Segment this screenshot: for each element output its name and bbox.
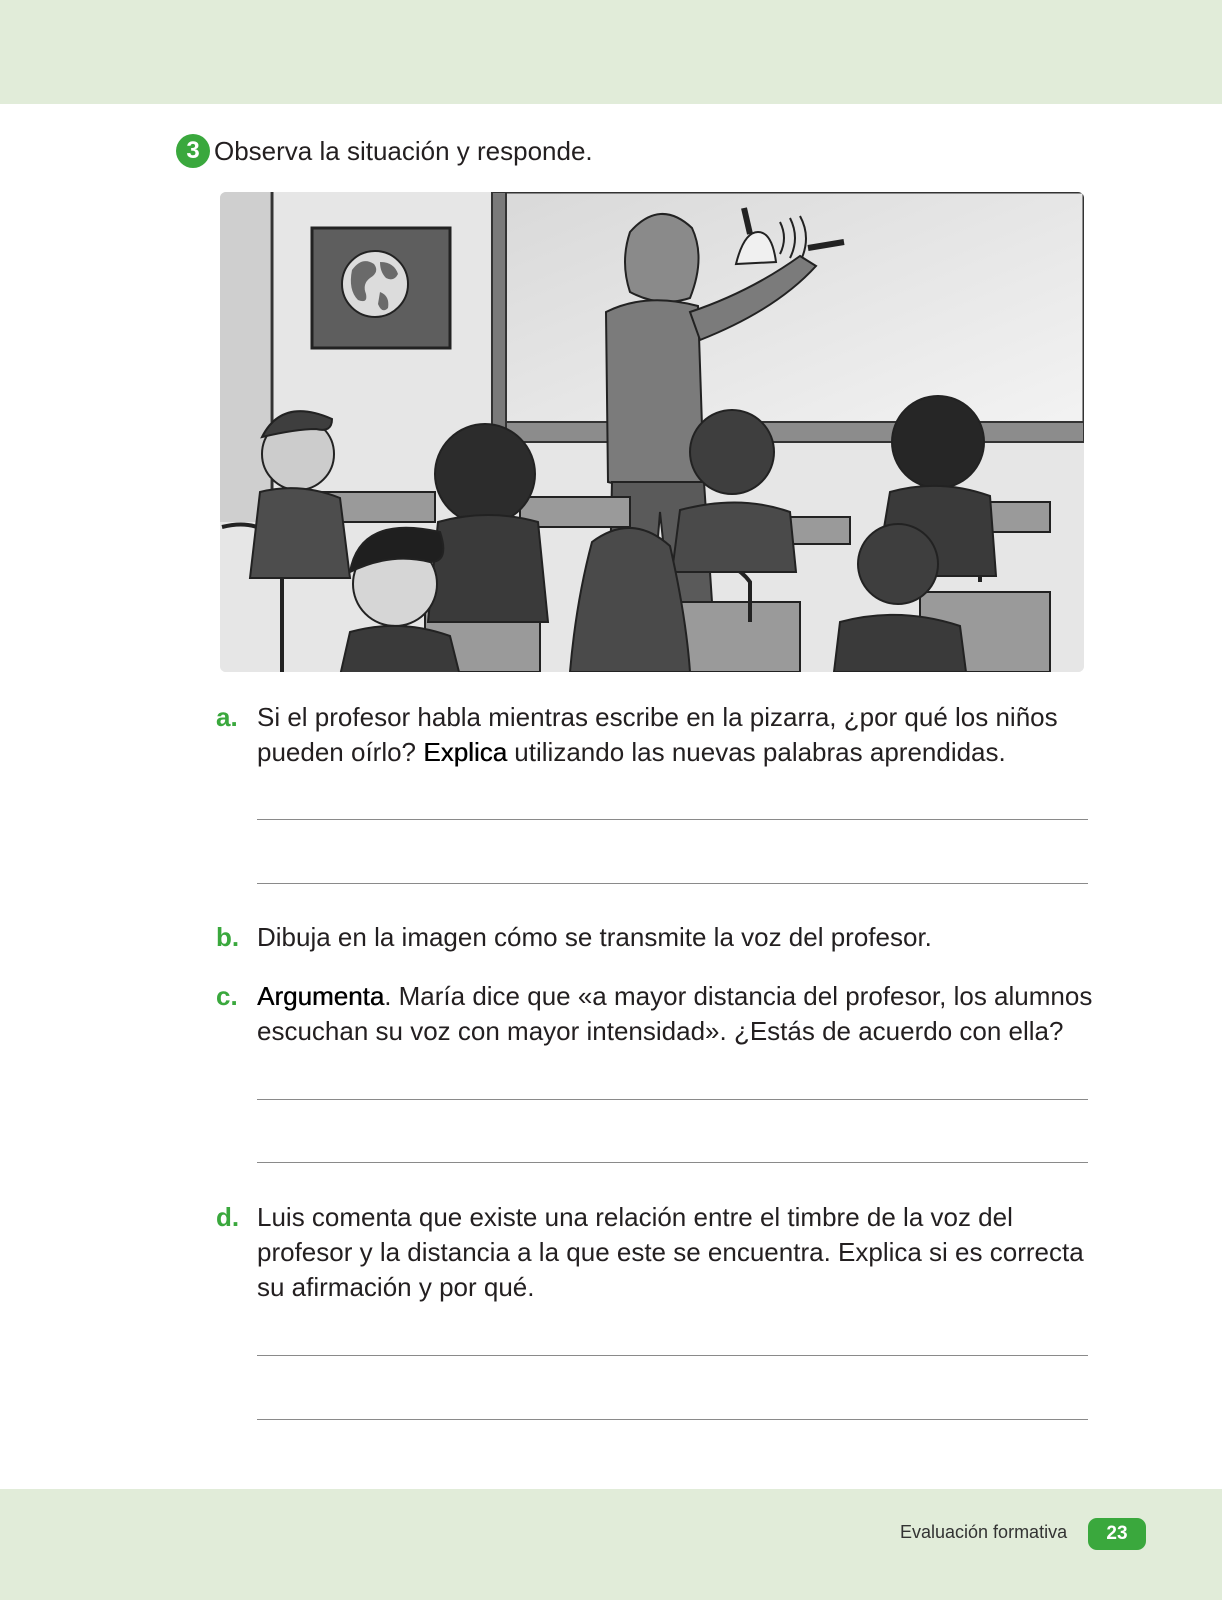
question-text: Luis comenta que existe una relación entre el timbre de la voz del profesor y la distancia a la que este se encuentra. Explica si es correcta su afirmación y por qué. [257,1202,1084,1302]
answer-line[interactable] [257,819,1088,820]
question-text-part: . María dice que «a mayor distancia del profesor, los alumnos escuchan su voz con mayor intensidad». ¿Estás de acuerdo con ella? [257,981,1093,1046]
question-text-part: utilizando las nuevas palabras aprendidas. [507,737,1006,767]
classroom-drawing [220,192,1084,672]
question-letter: a. [216,702,238,732]
classroom-illustration [220,192,1084,672]
globe-poster [312,228,450,348]
question-c [216,979,1096,1049]
keyword-argumenta: Argumenta [257,981,385,1011]
question-letter: d. [216,1202,240,1232]
question-letter: b. [216,922,240,952]
chalk-ledge [506,422,1084,442]
question-text [257,979,1096,1049]
page-number-badge: 23 [1088,1518,1146,1550]
blackboard [500,192,1084,432]
answer-line[interactable] [257,1162,1088,1163]
question-b [216,920,1096,955]
question-a [216,700,1096,770]
answer-line[interactable] [257,1355,1088,1356]
footer-section-label: Evaluación formativa [900,1522,1068,1542]
question-text [257,700,1096,770]
question-text-part: Si el profesor habla mientras escribe en la pizarra, ¿por qué los niños pueden oírlo? [257,702,1058,767]
question-d [216,1200,1096,1305]
answer-line[interactable] [257,1419,1088,1420]
keyword-explica: Explica [423,737,508,767]
question-letter: c. [216,981,238,1011]
wall-panel [220,192,270,522]
answer-line[interactable] [257,1099,1088,1100]
exercise-header [176,134,593,168]
footer-band [0,1489,1222,1600]
board-frame [492,192,506,452]
question-text: Dibuja en la imagen cómo se transmite la voz del profesor. [257,922,932,952]
exercise-title: Observa la situación y responde. [214,135,593,166]
answer-line[interactable] [257,883,1088,884]
exercise-number-badge: 3 [176,134,210,168]
header-band [0,0,1222,104]
